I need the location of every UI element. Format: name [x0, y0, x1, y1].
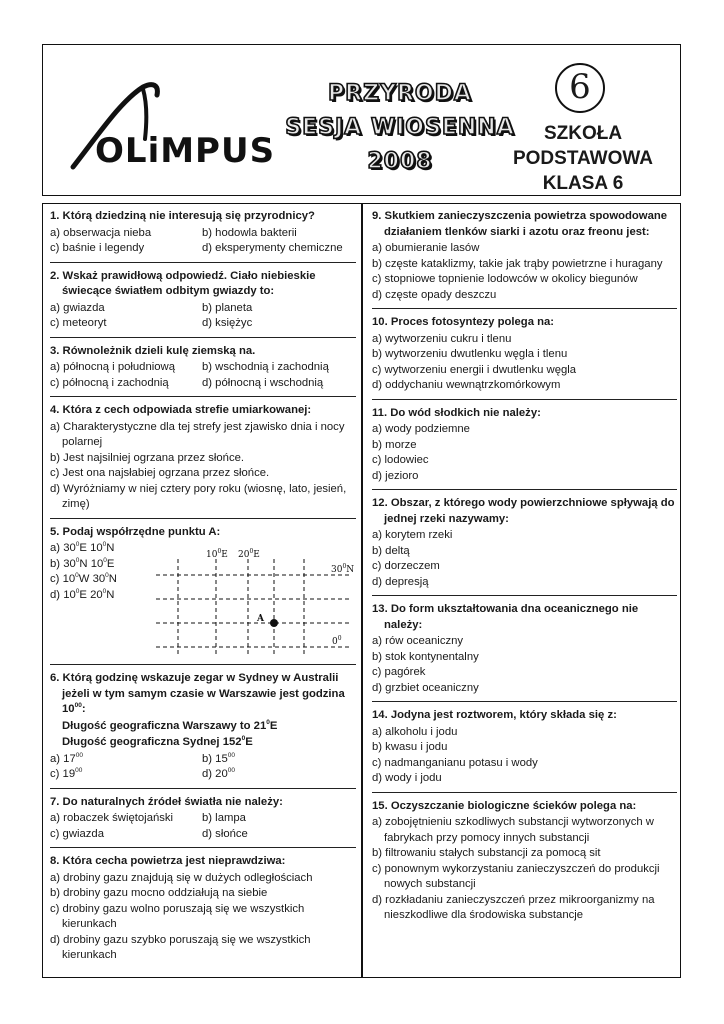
question-separator: [372, 489, 677, 490]
question-separator: [372, 399, 677, 400]
question-6: [50, 671, 356, 783]
answer-b: b) częste kataklizmy, takie jak trąby powietrzne i huragany: [372, 257, 663, 270]
answer-d: d) Wyróżniamy w niej cztery pory roku (wiosnę, lato, jesień, zimę): [50, 482, 347, 510]
answer-c: c) lodowiec: [372, 454, 429, 466]
question-13: [372, 602, 677, 696]
question-9: [372, 209, 677, 303]
question-title: 11. Do wód słodkich nie należy:: [372, 406, 541, 419]
answer-b: b) drobiny gazu mocno oddziałują na siebie: [50, 887, 268, 899]
question-title: 8. Która cecha powietrza jest nieprawdziwa:: [50, 855, 286, 867]
answer-b: b) filtrowaniu stałych substancji za pomocą sit: [372, 847, 601, 859]
question-separator: [50, 518, 356, 519]
question-title: 10. Proces fotosyntezy polega na:: [372, 316, 555, 328]
answer-a: a) Charakterystyczne dla tej strefy jest zjawisko dnia i nocy polarnej: [50, 420, 345, 448]
question-12: [372, 496, 677, 590]
answer-c: c) pagórek: [372, 666, 426, 678]
question-separator: [50, 396, 356, 397]
question-separator: [50, 664, 356, 665]
question-1: [50, 209, 356, 257]
answer-d: d) słońce: [202, 827, 248, 840]
svg-text:200E: $20^0E$: [238, 548, 260, 560]
question-title: 15. Oczyszczanie biologiczne ścieków polega na:: [372, 799, 637, 812]
answer-c: c) gwiazda: [50, 827, 104, 840]
logo-text: OLiMPUS: [95, 131, 276, 171]
answer-a: a) $30^0E$ $10^0N$: [50, 541, 115, 554]
answer-d: d) $10^0E$ $20^0N$: [50, 587, 115, 601]
answer-b: b) $30^0N$ $10^0E$: [50, 556, 115, 570]
answer-c: c) $19^{00}$: [50, 767, 83, 780]
answer-d: d) oddychaniu wewnątrzkomórkowym: [372, 379, 561, 391]
title-line-subject: PRZYRODA: [328, 81, 472, 106]
title-line-session: SESJA WIOSENNA: [285, 115, 515, 140]
school-line-3: KLASA 6: [542, 173, 624, 194]
answer-d: d) $20^{00}$: [202, 767, 235, 780]
answer-d: d) wody i jodu: [372, 772, 442, 784]
answer-b: b) hodowla bakterii: [202, 226, 297, 239]
answer-d: d) księżyc: [202, 317, 253, 329]
answer-a: a) drobiny gazu znajdują się w dużych odległościach: [50, 871, 313, 884]
answer-c: c) północną i zachodnią: [50, 376, 169, 389]
answer-b: b) wschodnią i zachodnią: [202, 361, 329, 373]
answer-a: a) zobojętnieniu szkodliwych substancji wytworzonych w fabrykach przy pomocy innych substancji: [372, 816, 654, 844]
answer-b: b) deltą: [372, 544, 410, 557]
answer-b: b) kwasu i jodu: [372, 741, 448, 753]
title-line-year: 2008: [367, 149, 433, 174]
question-5: [50, 525, 356, 660]
header-box: [42, 44, 681, 196]
answer-c: c) stopniowe topnienie lodowców w okolicy biegunów: [372, 273, 638, 285]
school-level: [491, 121, 675, 196]
answer-c: c) drobiny gazu wolno poruszają się we wszystkich kierunkach: [50, 902, 305, 930]
answer-a: a) obserwacja nieba: [50, 226, 152, 239]
school-line-2: PODSTAWOWA: [512, 148, 654, 169]
question-separator: [50, 262, 356, 263]
answer-b: b) lampa: [202, 812, 246, 824]
question-title: 1. Którą dziedziną nie interesują się przyrodnicy?: [50, 210, 315, 222]
answer-c: c) wytworzeniu energii i dwutlenku węgla: [372, 363, 577, 376]
question-separator: [372, 792, 677, 793]
answer-d: d) eksperymenty chemiczne: [202, 242, 343, 254]
answer-d: d) jezioro: [372, 469, 419, 482]
answer-b: b) planeta: [202, 301, 253, 314]
question-7: [50, 795, 356, 843]
grade-number-badge: 6: [555, 63, 605, 113]
question-2: [50, 269, 356, 332]
question-10: [372, 315, 677, 394]
answer-a: a) $17^{00}$: [50, 751, 83, 765]
contest-title: [275, 77, 525, 179]
question-info-warsaw: Długość geograficzna Warszawy to $21^0E$: [62, 718, 278, 732]
answer-d: d) północną i wschodnią: [202, 376, 324, 389]
point-a-marker: [270, 619, 278, 627]
question-separator: [372, 595, 677, 596]
answer-b: b) wytworzeniu dwutlenku węgla i tlenu: [372, 348, 568, 360]
answer-a: a) robaczek świętojański: [50, 812, 174, 824]
answer-b: b) stok kontynentalny: [372, 650, 479, 663]
answer-b: b) $15^{00}$: [202, 751, 235, 765]
answer-d: d) grzbiet oceaniczny: [372, 681, 479, 694]
answer-c: c) baśnie i legendy: [50, 242, 145, 254]
left-column: [50, 209, 356, 964]
question-title: 4. Która z cech odpowiada strefie umiarkowanej:: [50, 404, 312, 416]
question-separator: [50, 337, 356, 338]
answer-b: b) Jest najsilniej ogrzana przez słońce.: [50, 451, 245, 464]
answer-c: c) nadmanganianu potasu i wody: [372, 756, 538, 769]
svg-text:00: $0^0$: [332, 635, 342, 647]
question-title: 7. Do naturalnych źródeł światła nie należy:: [50, 795, 283, 808]
question-14: [372, 708, 677, 787]
answer-c: c) Jest ona najsłabiej ogrzana przez słońce.: [50, 467, 270, 479]
question-separator: [50, 788, 356, 789]
question-title: 9. Skutkiem zanieczyszczenia powietrza spowodowane działaniem tlenków siarki i azotu oraz freonu jest:: [372, 210, 668, 238]
answer-a: a) rów oceaniczny: [372, 635, 464, 647]
answer-c: c) ponownym wykorzystaniu zanieczyszczeń do produkcji nowych substancji: [372, 862, 660, 890]
svg-text:100E: $10^0E$: [206, 548, 228, 560]
answer-a: a) gwiazda: [50, 301, 105, 314]
question-title: 3. Równoleżnik dzieli kulę ziemską na.: [50, 344, 256, 357]
question-11: [372, 406, 677, 485]
answer-d: d) rozkładaniu zanieczyszczeń przez mikroorganizmy na nieszkodliwe dla środowiska substancje: [372, 893, 655, 921]
answer-list: [50, 541, 117, 603]
question-title: 12. Obszar, z którego wody powierzchniowe spływają do jednej rzeki nazywamy:: [372, 497, 675, 525]
question-title: 5. Podaj współrzędne punktu A:: [50, 525, 221, 538]
right-column: [372, 209, 677, 924]
answer-a: a) wody podziemne: [372, 423, 470, 435]
answer-a: a) obumieranie lasów: [372, 242, 480, 254]
answer-a: a) wytworzeniu cukru i tlenu: [372, 332, 512, 345]
question-8: [50, 854, 356, 964]
answer-a: a) korytem rzeki: [372, 529, 453, 541]
question-title: 2. Wskaż prawidłową odpowiedź. Ciało niebieskie świecące światłem odbitym gwiazdy to:: [50, 269, 316, 297]
point-a-label: A: [257, 614, 264, 624]
question-separator: [372, 308, 677, 309]
question-title: 13. Do form ukształtowania dna oceanicznego nie należy:: [372, 603, 639, 631]
svg-text:300N: $30^0N$: [331, 563, 355, 575]
school-line-1: SZKOŁA: [543, 123, 623, 144]
answer-a: a) północną i południową: [50, 361, 175, 373]
question-title: 14. Jodyna jest roztworem, który składa się z:: [372, 709, 617, 721]
coordinate-grid-diagram: [156, 543, 355, 655]
answer-a: a) alkoholu i jodu: [372, 725, 458, 738]
answer-d: d) drobiny gazu szybko poruszają się we wszystkich kierunkach: [50, 933, 311, 961]
answer-c: c) dorzeczem: [372, 560, 440, 572]
question-title: 6. Którą godzinę wskazuje zegar w Sydney w Australii jeżeli w tym samym czasie w Warszawie jest godzina $10^{00}$:: [50, 672, 345, 715]
answer-c: c) $10^0W$ $30^0N$: [50, 572, 117, 585]
answer-c: c) meteoryt: [50, 317, 107, 329]
answer-b: b) morze: [372, 438, 417, 451]
question-info-sydney: Długość geograficzna Sydnej $152^0E$: [62, 735, 253, 748]
question-separator: [50, 847, 356, 848]
answer-d: d) depresją: [372, 575, 429, 588]
question-4: [50, 403, 356, 513]
answer-d: d) częste opady deszczu: [372, 288, 497, 301]
question-3: [50, 344, 356, 392]
question-separator: [372, 701, 677, 702]
column-divider: [361, 203, 363, 978]
question-15: [372, 799, 677, 924]
